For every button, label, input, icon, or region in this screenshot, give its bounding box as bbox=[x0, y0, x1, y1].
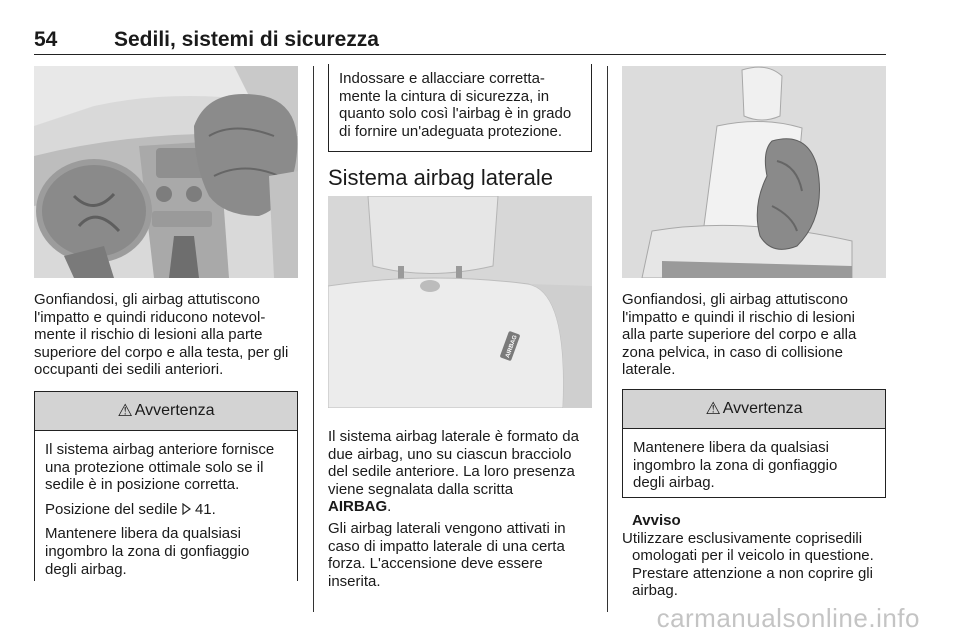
col1-line: superiore del corpo e alla testa, per gli bbox=[34, 343, 289, 361]
col1-paragraph bbox=[34, 291, 304, 379]
col3-line: l'impatto e quindi il rischio di lesioni bbox=[622, 308, 855, 326]
seatbelt-line: Indossare e allacciare corretta- bbox=[339, 70, 545, 87]
seatbelt-box bbox=[328, 64, 592, 152]
arrow-reference-icon bbox=[182, 503, 191, 515]
warning-line: ingombro la zona di gonfiaggio bbox=[633, 456, 838, 474]
column-divider-1 bbox=[313, 66, 314, 612]
warning-header bbox=[623, 390, 885, 429]
col2-line: caso di impatto laterale di una certa bbox=[328, 537, 565, 555]
page-reference-link[interactable]: 41. bbox=[194, 500, 216, 518]
col2-line: viene segnalata dalla scritta bbox=[328, 480, 514, 498]
col2-line bbox=[328, 498, 598, 516]
warning-line: degli airbag. bbox=[633, 474, 715, 492]
col2-line: Gli airbag laterali vengono attivati in bbox=[328, 520, 566, 537]
col2-period: . bbox=[387, 498, 392, 516]
figure-side-airbag bbox=[622, 66, 886, 278]
col1-line: Gonfiandosi, gli airbag attutiscono bbox=[34, 291, 260, 308]
col3-line: laterale. bbox=[622, 361, 676, 379]
col1-line: mente il rischio di lesioni alla parte bbox=[34, 326, 263, 344]
warning-line: Mantenere libera da qualsiasi bbox=[633, 439, 829, 456]
warning-body bbox=[623, 429, 885, 492]
warning-triangle-icon: ⚠ bbox=[705, 399, 721, 418]
seatbelt-line: mente la cintura di sicurezza, in bbox=[339, 87, 550, 105]
front-airbags-illustration bbox=[34, 66, 298, 278]
warning-line: una protezione ottimale solo se il bbox=[45, 458, 264, 476]
col3-line: zona pelvica, in caso di collisione bbox=[622, 343, 843, 361]
warning-line: Il sistema airbag anteriore fornisce bbox=[45, 441, 275, 458]
warning-line: Mantenere libera da qualsiasi bbox=[45, 525, 241, 543]
notice-line: omologati per il veicolo in questione. bbox=[632, 547, 874, 565]
warning-box-front bbox=[34, 391, 298, 581]
section-title: Sistema airbag laterale bbox=[328, 165, 554, 190]
airbag-label-text: AIRBAG bbox=[505, 334, 519, 359]
warning-paragraph-seat-ref bbox=[45, 501, 287, 519]
col3-line: alla parte superiore del corpo e alla bbox=[622, 326, 857, 344]
warning-triangle-icon: ⚠ bbox=[117, 401, 133, 420]
col2-paragraph-1 bbox=[328, 428, 598, 516]
seat-position-text: Posizione del sedile bbox=[45, 500, 182, 518]
column-divider-2 bbox=[607, 66, 608, 612]
col3-line: Gonfiandosi, gli airbag attutiscono bbox=[622, 291, 848, 308]
page-title: Sedili, sistemi di sicurezza bbox=[114, 28, 379, 51]
notice-line: Prestare attenzione a non coprire gli bbox=[632, 564, 873, 582]
col2-line: Il sistema airbag laterale è formato da bbox=[328, 428, 579, 445]
figure-front-airbags bbox=[34, 66, 298, 278]
warning-paragraph bbox=[633, 439, 875, 492]
warning-line: sedile è in posizione corretta. bbox=[45, 476, 240, 494]
warning-body bbox=[35, 431, 297, 578]
notice-line: Utilizzare esclusivamente coprisedili bbox=[622, 529, 863, 547]
page-number: 54 bbox=[34, 28, 58, 51]
side-airbag-illustration bbox=[622, 66, 886, 278]
seat-label-illustration bbox=[328, 196, 592, 408]
seatbelt-text bbox=[339, 70, 581, 140]
col2-line: inserita. bbox=[328, 572, 381, 590]
seatbelt-box-body bbox=[329, 64, 591, 140]
warning-paragraph bbox=[45, 441, 287, 494]
col2-paragraph-2 bbox=[328, 520, 598, 590]
page-header bbox=[34, 28, 886, 55]
notice-line: airbag. bbox=[632, 582, 678, 600]
watermark: carmanualsonline.info bbox=[656, 603, 920, 633]
warning-title: Avvertenza bbox=[722, 400, 803, 417]
warning-line: degli airbag. bbox=[45, 560, 127, 578]
col1-line: l'impatto e quindi riducono notevol- bbox=[34, 308, 266, 326]
notice-block bbox=[622, 512, 892, 600]
col2-line: del sedile anteriore. La loro presenza bbox=[328, 463, 575, 481]
seatbelt-line: quanto solo così l'airbag è in grado bbox=[339, 105, 572, 123]
figure-seat-label bbox=[328, 196, 592, 408]
warning-header bbox=[35, 392, 297, 431]
airbag-marking: AIRBAG bbox=[328, 498, 388, 516]
notice-label: Avviso bbox=[632, 512, 681, 529]
warning-paragraph bbox=[45, 525, 287, 578]
warning-line: ingombro la zona di gonfiaggio bbox=[45, 542, 250, 560]
col2-line: forza. L'accensione deve essere bbox=[328, 555, 543, 573]
col3-paragraph bbox=[622, 291, 892, 379]
warning-box-side bbox=[622, 389, 886, 498]
seatbelt-line: di fornire un'adeguata protezione. bbox=[339, 122, 563, 140]
warning-title: Avvertenza bbox=[134, 402, 215, 419]
col1-line: occupanti dei sedili anteriori. bbox=[34, 361, 224, 379]
col2-line: due airbag, uno su ciascun bracciolo bbox=[328, 445, 572, 463]
